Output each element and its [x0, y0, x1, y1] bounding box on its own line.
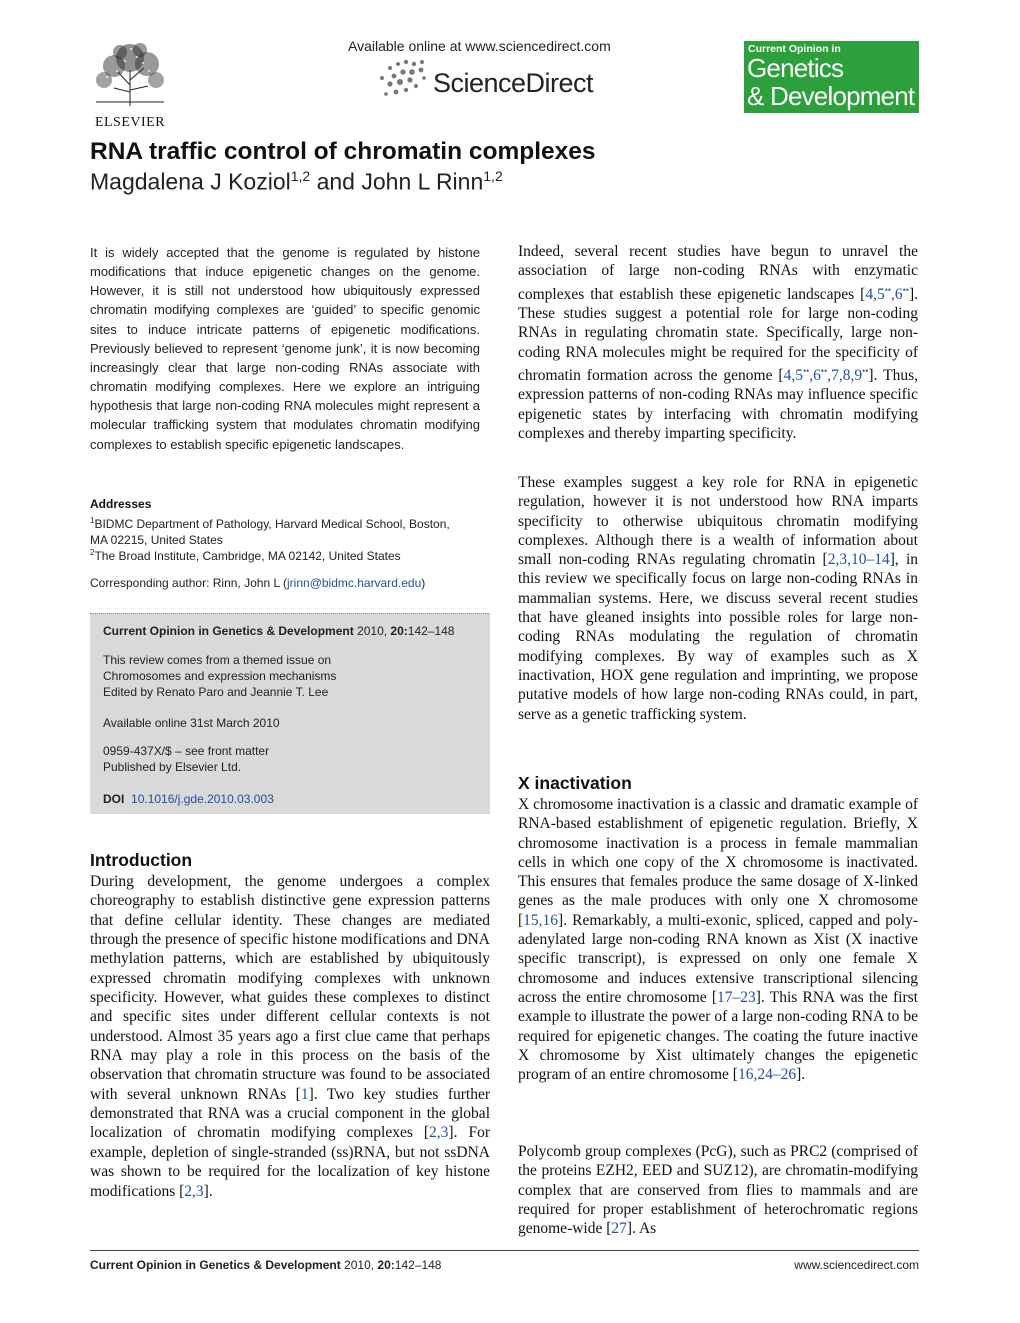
address-text: BIDMC Department of Pathology, Harvard Medical School, Boston, [94, 517, 450, 531]
address-text: The Broad Institute, Cambridge, MA 02142, United States [94, 549, 401, 563]
reference-link[interactable]: 2,3 [429, 1124, 449, 1142]
recommended-marker: •• [884, 284, 892, 295]
paragraph-text: ], in this review we specifically focus on large non-coding RNAs in mammalian systems. Here, we discuss several recent studies that have gleaned insights into possible roles for large non-coding RNAs modulating the regulation of chromatin modifying complexes. By way of examples such as X inactivation, HOX gene regulation and imprinting, we propose putative models of how large non-coding RNAs could, in part, serve as a genetic trafficking system. [518, 551, 918, 723]
doi-label: DOI [103, 792, 125, 806]
doi-line [103, 792, 274, 806]
journal-logo [744, 41, 919, 113]
reference-link[interactable]: 2,3,10–14 [827, 551, 890, 569]
author-affiliation: 1,2 [290, 168, 311, 184]
footer-citation [90, 1258, 441, 1272]
sciencedirect-wordmark: ScienceDirect [433, 68, 594, 98]
article-info-box [90, 613, 490, 814]
address-text: MA 02215, United States [90, 533, 223, 547]
paragraph-text: These examples suggest a key role for RNA in epigenetic regulation, however it is not understood how RNA imparts specificity to otherwise ubiquitous chromatin modifying complexes. Although there is a wealth of information about small non-coding RNAs regulating chromatin [ [518, 474, 918, 569]
citation-line [103, 624, 454, 638]
citation-pages: 142–148 [407, 624, 455, 638]
recommended-marker: •• [902, 284, 909, 295]
editors-line: Edited by Renato Paro and Jeannie T. Lee [103, 685, 329, 699]
available-online-date: Available online 31st March 2010 [103, 716, 280, 730]
paragraph-text: X chromosome inactivation is a classic and dramatic example of RNA-based establishment of epigenetic regulation. Briefly, X chromosome inactivation is a process in female mammalian cells in which one copy of the X chromosome is inactivated. This ensures that females produce the same dosage of X-linked genes as the male produces with only one X chromosome [ [518, 796, 918, 929]
footer-year: 2010, [344, 1258, 375, 1272]
reference-link[interactable]: 4,5 [783, 367, 803, 385]
paragraph-text: ]. Remarkably, a multi-exonic, spliced, capped and poly-adenylated large non-coding RNA known as Xist (X inactive specific transcript), is expressed on only one female X chromosome and induces extensive transcriptional silencing across the entire chromosome [ [518, 911, 918, 1006]
corresponding-email-link[interactable]: jrinn@bidmc.harvard.edu [287, 576, 422, 590]
address-number: 1 [90, 516, 95, 525]
author-name: Magdalena J Koziol [90, 168, 291, 195]
reference-link[interactable]: ,7,8,9 [827, 367, 863, 385]
themed-issue-line: This review comes from a themed issue on [103, 653, 332, 667]
right-paragraph-3 [518, 795, 918, 1084]
address-1 [90, 513, 485, 548]
right-paragraph-2 [518, 473, 918, 724]
article-title: RNA traffic control of chromatin complexes [90, 138, 596, 165]
reference-link[interactable]: 1 [300, 1085, 309, 1103]
reference-link[interactable]: 2,3 [184, 1182, 204, 1200]
author-join: and [310, 168, 362, 195]
reference-link[interactable]: ,6 [809, 367, 821, 385]
right-paragraph-4 [518, 1142, 918, 1238]
journal-logo-line2: & Development [747, 81, 915, 111]
right-paragraph-1 [518, 242, 918, 443]
address-2 [90, 545, 485, 564]
paragraph-text: Indeed, several recent studies have begun to unravel the association of large non-coding RNAs with enzymatic complexes that establish these epigenetic landscapes [ [518, 243, 918, 303]
author-list [90, 168, 503, 196]
introduction-heading: Introduction [90, 850, 193, 870]
citation-year: 2010, [357, 624, 388, 638]
footer-pages: 142–148 [394, 1258, 442, 1272]
paragraph-text: ]. These studies suggest a potential role for large non-coding RNAs in regulating chromatin state. Specifically, large non-coding RNA molecules might be required for the specificity of chromatin formation across the genome [ [518, 285, 918, 385]
recommended-marker: •• [802, 365, 810, 376]
paragraph-text: Polycomb group complexes (PcG), such as PRC2 (comprised of the proteins EZH2, EED and SUZ12), are chromatin-modifying complex that are conserved from flies to mammals and are required for proper establishment of heterochromatic regions genome-wide [ [518, 1143, 918, 1238]
corresponding-prefix: Corresponding author: Rinn, John L ( [90, 576, 288, 590]
reference-link[interactable]: 27 [611, 1220, 627, 1238]
paragraph-text: ]. Two key studies further demonstrated that RNA was a crucial component in the global localization of chromatin modifying complexes [ [90, 1085, 490, 1142]
corresponding-suffix: ) [421, 576, 426, 590]
elsevier-wordmark: ELSEVIER [94, 115, 166, 130]
publisher-line: Published by Elsevier Ltd. [103, 760, 242, 774]
recommended-marker: •• [862, 365, 869, 376]
corresponding-author [90, 576, 425, 590]
paragraph-text: ]. Thus, expression patterns of non-coding RNAs may influence specific epigenetic states by interfacing with chromatin modifying complexes and thereby imparting specificity. [518, 367, 918, 442]
paragraph-text: ]. [796, 1066, 806, 1084]
issn-line: 0959-437X/$ – see front matter [103, 744, 270, 758]
footer-website: www.sciencedirect.com [794, 1258, 919, 1272]
reference-link[interactable]: 15,16 [523, 911, 559, 929]
citation-volume: 20: [390, 624, 408, 638]
footer-journal: Current Opinion in Genetics & Development [90, 1258, 341, 1272]
reference-link[interactable]: ,6 [891, 285, 903, 303]
recommended-marker: •• [820, 365, 828, 376]
abstract: It is widely accepted that the genome is regulated by histone modifications that induce epigenetic changes on the genome. However, it is still not understood how ubiquitously expressed chromatin modifying complexes are ‘guided’ to specific genomic sites to induce intricate patterns of epigenetic modifications. Previously believed to represent ‘genome junk’, it is now becoming increasingly clear that large non-coding RNAs associate with chromatin modifying complexes. Here we explore an intriguing hypothesis that large non-coding RNA molecules might represent a molecular trafficking system that modulates chromatin modifying complexes to establish specific epigenetic landscapes. [90, 245, 480, 452]
x-inactivation-heading: X inactivation [518, 773, 632, 793]
doi-link[interactable]: 10.1016/j.gde.2010.03.003 [131, 792, 274, 806]
paragraph-text: ]. [203, 1182, 213, 1200]
reference-link[interactable]: 4,5 [865, 285, 885, 303]
themed-issue-topic: Chromosomes and expression mechanisms [103, 669, 337, 683]
introduction-paragraph [90, 872, 490, 1201]
paragraph-text: ]. For example, depletion of single-stranded (ss)RNA, but not ssDNA was shown to be required for the localization of key histone modifications [ [90, 1124, 490, 1200]
journal-logo-line1: Genetics [747, 53, 844, 83]
elsevier-tree-icon [90, 40, 170, 106]
address-number: 2 [90, 548, 95, 557]
addresses-heading: Addresses [90, 497, 152, 511]
paragraph-text: During development, the genome undergoes a complex choreography to establish distinctive gene expression patterns that define cellular identity. These changes are mediated through the presence of specific histone modifications and DNA methylation patterns, which are established by ubiquitously expressed chromatin modifying complexes with unknown specificity. However, what guides these complexes to distinct and specific sites under different cellular contexts is not understood. Almost 35 years ago a first clue came that perhaps RNA may play a role in this process on the basis of the observation that chromatin structure was found to be associated with several unknown RNAs [ [90, 873, 490, 1103]
reference-link[interactable]: 17–23 [717, 988, 756, 1006]
available-online-text: Available online at www.sciencedirect.com [348, 38, 611, 54]
footer-divider [90, 1250, 919, 1251]
journal-logo-small: Current Opinion in [748, 43, 841, 55]
paragraph-text: ]. This RNA was the first example to illustrate the power of a large non-coding RNA to be required for epigenetic changes. The coating the future inactive X chromosome by Xist ultimately changes the epigenetic program of an entire chromosome [ [518, 988, 918, 1084]
reference-link[interactable]: 16,24–26 [737, 1066, 797, 1084]
author-name: John L Rinn [361, 168, 484, 195]
author-affiliation: 1,2 [483, 168, 503, 184]
footer-volume: 20: [377, 1258, 395, 1272]
paragraph-text: ]. As [626, 1220, 657, 1238]
elsevier-logo [90, 40, 170, 128]
citation-journal: Current Opinion in Genetics & Development [103, 624, 354, 638]
